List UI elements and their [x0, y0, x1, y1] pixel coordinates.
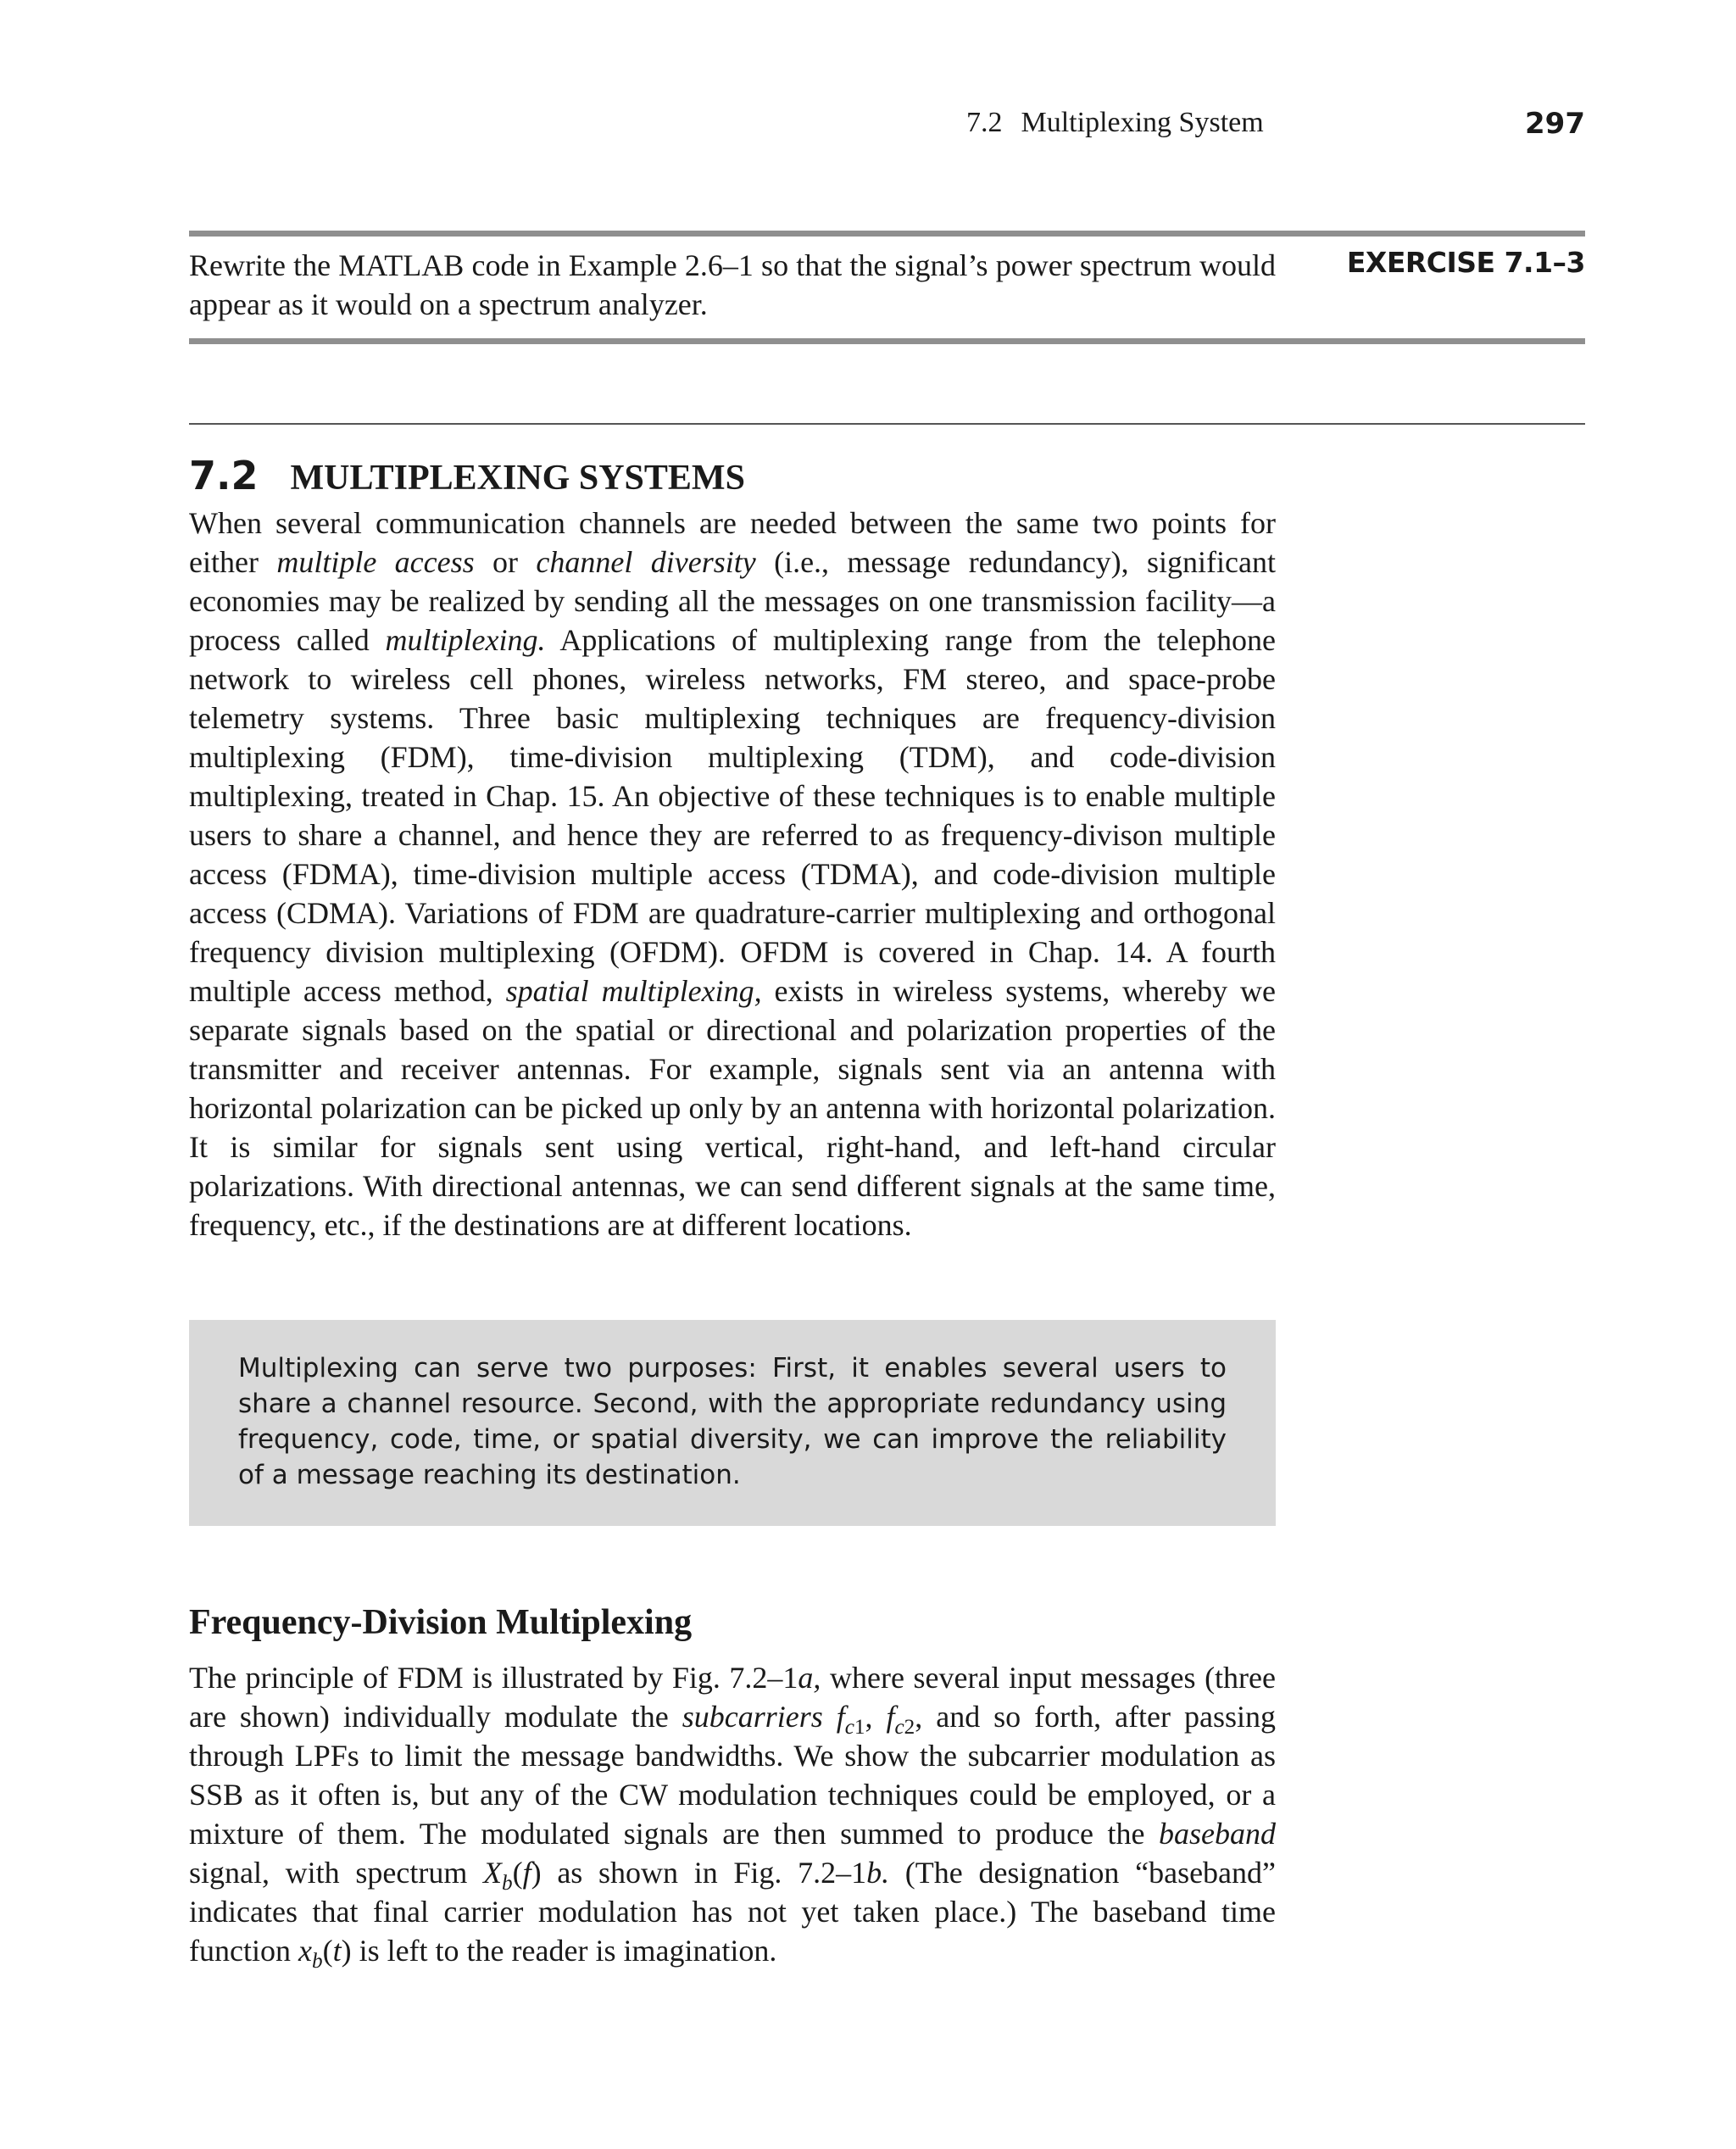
- callout-text: Multiplexing can serve two purposes: First, it enables several users to share a channel resource. Second, with the appropriate redundancy using frequency, code, time, or spatial diversity, we can improve the reliability of a message reaching its destination.: [238, 1353, 1227, 1490]
- paragraph-fdm: [189, 1658, 1277, 1974]
- text-run: (: [512, 1856, 523, 1890]
- text-run: When several communication channels are needed between the same two points for either: [189, 506, 1276, 579]
- italic-symbol-x: x: [298, 1934, 312, 1968]
- exercise-text: Rewrite the MATLAB code in Example 2.6–1 so that the signal’s power spectrum would appear as it would on a spectrum analyzer.: [189, 248, 1276, 321]
- italic-term-channel-diversity: channel diversity: [536, 545, 756, 579]
- exercise-top-rule: [189, 231, 1585, 237]
- italic-term-multiplexing: multiplexing.: [385, 623, 546, 657]
- subscript-c: c: [844, 1716, 854, 1740]
- running-head: [966, 107, 1264, 139]
- subscript-b: b: [502, 1872, 513, 1896]
- paragraph-multiplexing-intro: [189, 504, 1276, 1244]
- section-heading: [189, 453, 745, 498]
- text-run: (The designation “baseband” indicates that final carrier modulation has not yet taken place.) The baseband time function: [189, 1856, 1277, 1968]
- exercise-bottom-rule: [189, 338, 1585, 344]
- subsection-title: Frequency-Division Multiplexing: [189, 1603, 693, 1642]
- italic-symbol-t: t: [332, 1934, 342, 1968]
- running-head-section-title: Multiplexing System: [1021, 107, 1264, 138]
- italic-fig-part: a,: [798, 1661, 821, 1695]
- text-run: exists in wireless systems, whereby we separate signals based on the spatial or directional and polarization properties of the transmitter and receiver antennas. For example, signals sent via an antenna with horizontal polarization can be picked up only by an antenna with horizontal polarization. It is similar for signals sent using vertical, right-hand, and left-hand circular polarizations. With directional antennas, we can send different signals at the same time, frequency, etc., if the destinations are at different locations.: [189, 974, 1277, 1242]
- section-rule: [189, 423, 1585, 425]
- page-number: 297: [1525, 107, 1585, 141]
- text-run: or: [474, 545, 537, 579]
- text-run: (: [322, 1934, 333, 1968]
- italic-fig-part: b.: [866, 1856, 890, 1890]
- text-run: ) as shown in Fig. 7.2–1: [531, 1856, 867, 1890]
- italic-symbol-f: f: [886, 1700, 895, 1734]
- italic-symbol-f: f: [522, 1856, 531, 1890]
- subscript-b: b: [311, 1950, 323, 1974]
- text-run: , and so forth, after passing through LPFs to limit the message bandwidths. We show the subcarrier modulation as SSB as it often is, but any of the CW modulation techniques could be employed, or a mixture of them. The modulated signals are then summed to produce the: [189, 1700, 1276, 1851]
- italic-term-spatial-multiplexing: spatial multiplexing,: [505, 974, 762, 1008]
- callout-box: [189, 1320, 1276, 1526]
- text-run: ) is left to the reader is imagination.: [341, 1934, 777, 1968]
- text-run: where several input messages (three are shown) individually modulate the: [189, 1661, 1277, 1734]
- exercise-label: EXERCISE 7.1–3: [1346, 246, 1585, 279]
- section-number: 7.2: [189, 453, 259, 498]
- section-title: MULTIPLEXING SYSTEMS: [290, 459, 745, 498]
- text-run: Applications of multiplexing range from the telephone network to wireless cell phones, wireless networks, FM stereo, and space-probe telemetry systems. Three basic multiplexing techniques are frequency-division multiplexing (FDM), time-division multiplexing (TDM), and code-division multiplexing, treated in Chap. 15. An objective of these techniques is to enable multiple users to share a channel, and hence they are referred to as frequency-divison multiple access (FDMA), time-division multiple access (TDMA), and code-division multiple access (CDMA). Variations of FDM are quadrature-carrier multiplexing and orthogonal frequency division multiplexing (OFDM). OFDM is covered in Chap. 14. A fourth multiple access method,: [189, 623, 1276, 1008]
- subscript-2: 2: [904, 1716, 915, 1740]
- text-run: signal, with spectrum: [189, 1856, 484, 1890]
- subscript-c: c: [894, 1716, 904, 1740]
- running-head-section-number: 7.2: [966, 107, 1003, 138]
- italic-term-multiple-access: multiple access: [276, 545, 475, 579]
- text-run: (i.e., message redundancy), significant economies may be realized by sending all the messages on one transmission facility—a process called: [189, 545, 1276, 657]
- italic-term-baseband: baseband: [1159, 1817, 1276, 1851]
- italic-term-subcarriers: subcarriers f: [682, 1700, 845, 1734]
- text-run: The principle of FDM is illustrated by Fig. 7.2–1: [189, 1661, 798, 1695]
- italic-symbol-X: X: [483, 1856, 503, 1890]
- text-run: ,: [865, 1700, 887, 1734]
- subscript-1: 1: [854, 1716, 865, 1740]
